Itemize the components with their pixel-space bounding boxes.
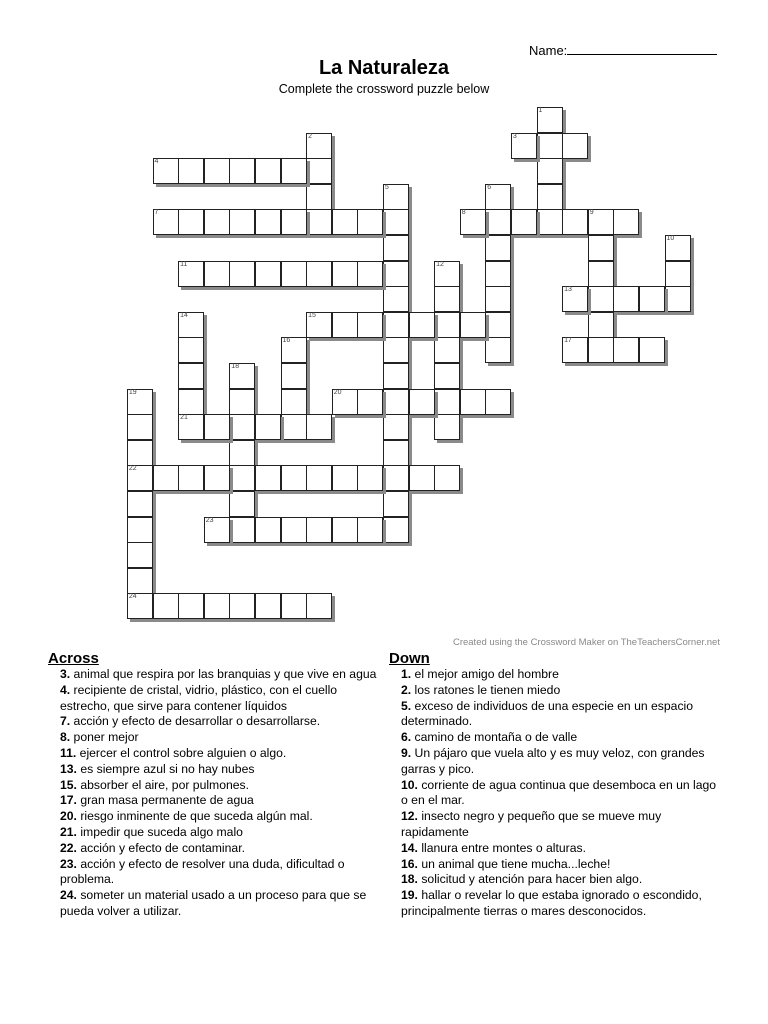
clue-text: recipiente de cristal, vidrio, plástico, con el cuello estrecho, que sirve para contener líquidos xyxy=(60,682,338,713)
clue-number: 21 xyxy=(180,414,188,422)
clue-text: solicitud y atención para hacer bien algo. xyxy=(417,872,643,887)
grid-cell[interactable] xyxy=(639,337,665,363)
clue-text: gran masa permanente de agua xyxy=(76,793,254,808)
grid-cell[interactable] xyxy=(434,389,460,415)
clue-number: 19. xyxy=(401,888,418,903)
grid-cell[interactable] xyxy=(127,440,153,466)
grid-cell[interactable] xyxy=(409,465,435,491)
grid-cell[interactable] xyxy=(485,286,511,312)
grid-cell[interactable] xyxy=(537,107,563,133)
grid-cell[interactable] xyxy=(281,158,307,184)
clue-number: 17. xyxy=(60,793,77,808)
across-clue xyxy=(60,825,378,841)
grid-cell[interactable] xyxy=(409,389,435,415)
grid-cell[interactable] xyxy=(229,389,255,415)
grid-cell[interactable] xyxy=(306,184,332,210)
clue-text: Un pájaro que vuela alto y es muy veloz, con grandes garras y pico. xyxy=(401,745,705,776)
page-subtitle: Complete the crossword puzzle below xyxy=(278,82,490,96)
credit-text: Created using the Crossword Maker on TheTeachersCorner.net xyxy=(452,637,720,648)
across-heading: Across xyxy=(48,650,99,667)
grid-cell[interactable] xyxy=(153,209,179,235)
grid-cell[interactable] xyxy=(383,414,409,440)
clue-text: el mejor amigo del hombre xyxy=(411,667,559,681)
grid-cell[interactable] xyxy=(127,593,153,619)
grid-cell[interactable] xyxy=(665,286,691,312)
grid-cell[interactable] xyxy=(281,209,307,235)
grid-cell[interactable] xyxy=(332,517,358,543)
grid-cell[interactable] xyxy=(127,465,153,491)
down-clue xyxy=(401,809,719,841)
grid-cell[interactable] xyxy=(306,133,332,159)
down-heading: Down xyxy=(389,650,430,667)
grid-cell[interactable] xyxy=(460,389,486,415)
grid-cell[interactable] xyxy=(153,158,179,184)
grid-cell[interactable] xyxy=(409,312,435,338)
grid-cell[interactable] xyxy=(127,389,153,415)
grid-cell[interactable] xyxy=(153,593,179,619)
grid-cell[interactable] xyxy=(281,363,307,389)
grid-cell[interactable] xyxy=(383,517,409,543)
grid-cell[interactable] xyxy=(229,209,255,235)
grid-cell[interactable] xyxy=(332,465,358,491)
across-clue xyxy=(60,778,378,794)
grid-cell[interactable] xyxy=(281,465,307,491)
grid-cell[interactable] xyxy=(306,593,332,619)
grid-cell[interactable] xyxy=(357,209,383,235)
grid-cell[interactable] xyxy=(357,389,383,415)
grid-cell[interactable] xyxy=(357,261,383,287)
clue-text: acción y efecto de resolver una duda, dificultad o problema. xyxy=(60,856,345,887)
grid-cell[interactable] xyxy=(178,593,204,619)
grid-cell[interactable] xyxy=(562,286,588,312)
down-clue xyxy=(401,699,719,731)
across-clues xyxy=(48,650,378,920)
down-clue xyxy=(401,730,719,746)
page-title: La Naturaleza xyxy=(318,57,450,79)
across-clue xyxy=(60,888,378,920)
grid-cell[interactable] xyxy=(229,593,255,619)
grid-cell[interactable] xyxy=(588,312,614,338)
grid-cell[interactable] xyxy=(537,184,563,210)
clue-number: 15 xyxy=(308,311,316,319)
clue-number: 1 xyxy=(538,107,543,114)
grid-cell[interactable] xyxy=(383,465,409,491)
clue-text: camino de montaña o de valle xyxy=(411,730,578,745)
grid-cell[interactable] xyxy=(306,465,332,491)
across-clue xyxy=(60,746,378,762)
grid-cell[interactable] xyxy=(485,337,511,363)
grid-cell[interactable] xyxy=(511,133,537,159)
grid-cell[interactable] xyxy=(255,465,281,491)
down-clue xyxy=(401,888,719,920)
grid-cell[interactable] xyxy=(588,209,614,235)
grid-cell[interactable] xyxy=(255,158,281,184)
grid-cell[interactable] xyxy=(178,158,204,184)
grid-cell[interactable] xyxy=(255,517,281,543)
clue-text: ejercer el control sobre alguien o algo. xyxy=(76,745,287,760)
clue-number: 22. xyxy=(60,840,77,855)
grid-cell[interactable] xyxy=(306,209,332,235)
grid-cell[interactable] xyxy=(332,209,358,235)
clue-number: 7. xyxy=(60,714,71,729)
grid-cell[interactable] xyxy=(665,261,691,287)
across-clue xyxy=(60,857,378,889)
grid-cell[interactable] xyxy=(383,184,409,210)
across-clue xyxy=(60,793,378,809)
clue-number: 14. xyxy=(401,840,418,855)
clue-number: 20 xyxy=(333,388,342,396)
grid-cell[interactable] xyxy=(204,209,230,235)
clue-number: 2. xyxy=(401,682,412,697)
down-clues xyxy=(389,650,719,920)
grid-cell[interactable] xyxy=(562,133,588,159)
clue-number: 15. xyxy=(60,777,77,792)
grid-cell[interactable] xyxy=(229,491,255,517)
grid-cell[interactable] xyxy=(434,363,460,389)
grid-cell[interactable] xyxy=(153,465,179,491)
clue-number: 16 xyxy=(282,337,291,345)
clue-text: impedir que suceda algo malo xyxy=(76,824,243,839)
grid-cell[interactable] xyxy=(485,184,511,210)
grid-cell[interactable] xyxy=(178,465,204,491)
grid-cell[interactable] xyxy=(383,491,409,517)
grid-cell[interactable] xyxy=(383,337,409,363)
grid-cell[interactable] xyxy=(383,389,409,415)
down-clue xyxy=(401,778,719,810)
grid-cell[interactable] xyxy=(588,286,614,312)
clue-number: 23 xyxy=(205,516,214,524)
grid-cell[interactable] xyxy=(434,337,460,363)
grid-cell[interactable] xyxy=(332,389,358,415)
grid-cell[interactable] xyxy=(562,209,588,235)
clue-number: 8. xyxy=(60,730,71,745)
grid-cell[interactable] xyxy=(639,286,665,312)
clue-text: hallar o revelar lo que estaba ignorado o escondido, principalmente tierras o mares desconocidos. xyxy=(401,888,702,918)
grid-cell[interactable] xyxy=(383,209,409,235)
across-clue xyxy=(60,683,378,715)
grid-cell[interactable] xyxy=(281,517,307,543)
clue-text: animal que respira por las branquias y que vive en agua xyxy=(70,667,377,681)
clue-text: insecto negro y pequeño que se mueve muy rapidamente xyxy=(401,809,662,839)
down-clue xyxy=(401,841,719,857)
grid-cell[interactable] xyxy=(229,158,255,184)
grid-cell[interactable] xyxy=(127,542,153,568)
clue-number: 6 xyxy=(487,183,492,191)
clue-number: 3 xyxy=(512,132,517,140)
grid-cell[interactable] xyxy=(357,517,383,543)
clue-number: 19 xyxy=(128,388,137,396)
clue-text: acción y efecto de contaminar. xyxy=(76,840,245,855)
grid-cell[interactable] xyxy=(434,414,460,440)
clue-number: 1. xyxy=(401,667,412,681)
clue-text: exceso de individuos de una especie en un espacio determinado. xyxy=(401,698,694,729)
grid-cell[interactable] xyxy=(434,261,460,287)
clue-number: 18. xyxy=(401,872,418,887)
grid-cell[interactable] xyxy=(613,209,639,235)
grid-cell[interactable] xyxy=(178,261,204,287)
grid-cell[interactable] xyxy=(204,158,230,184)
clue-number: 9. xyxy=(401,745,412,760)
clue-number: 10. xyxy=(401,777,418,792)
clue-number: 5. xyxy=(401,698,412,713)
grid-cell[interactable] xyxy=(383,312,409,338)
grid-cell[interactable] xyxy=(127,517,153,543)
across-clue xyxy=(60,841,378,857)
grid-cell[interactable] xyxy=(562,337,588,363)
grid-cell[interactable] xyxy=(485,312,511,338)
grid-cell[interactable] xyxy=(281,337,307,363)
clue-number: 23. xyxy=(60,856,77,871)
clue-number: 11 xyxy=(180,260,188,268)
grid-cell[interactable] xyxy=(306,312,332,338)
grid-cell[interactable] xyxy=(281,389,307,415)
grid-cell[interactable] xyxy=(383,235,409,261)
clue-text: acción y efecto de desarrollar o desarrollarse. xyxy=(70,714,321,729)
grid-cell[interactable] xyxy=(204,593,230,619)
clue-number: 21. xyxy=(60,824,77,839)
grid-cell[interactable] xyxy=(613,286,639,312)
grid-cell[interactable] xyxy=(485,209,511,235)
grid-cell[interactable] xyxy=(537,158,563,184)
grid-cell[interactable] xyxy=(665,235,691,261)
clue-text: poner mejor xyxy=(70,730,139,745)
grid-cell[interactable] xyxy=(178,209,204,235)
grid-cell[interactable] xyxy=(357,312,383,338)
grid-cell[interactable] xyxy=(306,158,332,184)
down-clue xyxy=(401,857,719,873)
grid-cell[interactable] xyxy=(255,209,281,235)
clue-number: 9 xyxy=(589,209,594,217)
grid-cell[interactable] xyxy=(127,568,153,594)
grid-cell[interactable] xyxy=(332,312,358,338)
clue-text: riesgo inminente de que suceda algún mal. xyxy=(76,809,313,824)
grid-cell[interactable] xyxy=(255,414,281,440)
grid-cell[interactable] xyxy=(588,261,614,287)
grid-cell[interactable] xyxy=(306,261,332,287)
clue-text: corriente de agua continua que desemboca en un lago o en el mar. xyxy=(401,777,717,808)
grid-cell[interactable] xyxy=(613,337,639,363)
down-clue-list xyxy=(389,667,719,920)
grid-cell[interactable] xyxy=(281,593,307,619)
clue-number: 3. xyxy=(60,667,71,681)
grid-cell[interactable] xyxy=(229,414,255,440)
down-clue xyxy=(401,746,719,778)
grid-cell[interactable] xyxy=(460,312,486,338)
grid-cell[interactable] xyxy=(357,465,383,491)
grid-cell[interactable] xyxy=(204,261,230,287)
grid-cell[interactable] xyxy=(178,337,204,363)
grid-cell[interactable] xyxy=(306,517,332,543)
grid-cell[interactable] xyxy=(383,440,409,466)
grid-cell[interactable] xyxy=(281,261,307,287)
grid-cell[interactable] xyxy=(255,261,281,287)
across-clue xyxy=(60,730,378,746)
grid-cell[interactable] xyxy=(588,337,614,363)
grid-cell[interactable] xyxy=(204,465,230,491)
grid-cell[interactable] xyxy=(511,209,537,235)
clue-number: 16. xyxy=(401,856,418,871)
grid-cell[interactable] xyxy=(204,517,230,543)
clue-number: 4 xyxy=(154,158,159,166)
clue-number: 12 xyxy=(436,260,444,268)
grid-cell[interactable] xyxy=(383,363,409,389)
clue-number: 6. xyxy=(401,730,412,745)
across-clue xyxy=(60,714,378,730)
down-clue xyxy=(401,683,719,699)
down-clue xyxy=(401,872,719,888)
grid-cell[interactable] xyxy=(434,465,460,491)
grid-cell[interactable] xyxy=(229,465,255,491)
clue-number: 10 xyxy=(666,235,675,242)
grid-cell[interactable] xyxy=(229,363,255,389)
clue-number: 14 xyxy=(180,311,188,319)
grid-cell[interactable] xyxy=(178,312,204,338)
grid-cell[interactable] xyxy=(255,593,281,619)
clue-number: 20. xyxy=(60,809,77,824)
grid-cell[interactable] xyxy=(460,209,486,235)
grid-cell[interactable] xyxy=(434,312,460,338)
across-clue xyxy=(60,809,378,825)
grid-cell[interactable] xyxy=(127,491,153,517)
clue-number: 7 xyxy=(154,209,159,217)
clue-number: 5 xyxy=(384,183,389,191)
across-clue-list xyxy=(48,667,378,920)
grid-cell[interactable] xyxy=(332,261,358,287)
grid-cell[interactable] xyxy=(229,261,255,287)
clue-text: absorber el aire, por pulmones. xyxy=(76,777,250,792)
clue-number: 13. xyxy=(60,761,77,776)
grid-cell[interactable] xyxy=(178,363,204,389)
across-clue xyxy=(60,762,378,778)
clue-number: 18 xyxy=(231,363,240,370)
grid-cell[interactable] xyxy=(383,286,409,312)
grid-cell[interactable] xyxy=(383,261,409,287)
clue-text: llanura entre montes o alturas. xyxy=(417,840,586,855)
grid-cell[interactable] xyxy=(178,414,204,440)
clue-number: 12. xyxy=(401,809,418,824)
grid-cell[interactable] xyxy=(127,414,153,440)
clue-number: 24. xyxy=(60,888,77,903)
grid-cell[interactable] xyxy=(281,414,307,440)
grid-cell[interactable] xyxy=(204,414,230,440)
clue-number: 24 xyxy=(128,593,137,601)
down-clue xyxy=(401,667,719,683)
across-clue xyxy=(60,667,378,683)
clue-number: 4. xyxy=(60,682,71,697)
grid-cell[interactable] xyxy=(537,133,563,159)
grid-cell[interactable] xyxy=(588,235,614,261)
grid-cell[interactable] xyxy=(485,389,511,415)
clue-text: someter un material usado a un proceso para que se pueda volver a utilizar. xyxy=(60,888,367,918)
grid-cell[interactable] xyxy=(178,389,204,415)
clue-text: un animal que tiene mucha...leche! xyxy=(417,856,611,871)
grid-cell[interactable] xyxy=(306,414,332,440)
grid-cell[interactable] xyxy=(485,235,511,261)
grid-cell[interactable] xyxy=(537,209,563,235)
name-label: Name: xyxy=(529,43,568,58)
clue-number: 13 xyxy=(564,286,572,294)
clue-number: 8 xyxy=(461,209,466,217)
clue-number: 11. xyxy=(60,745,77,760)
grid-cell[interactable] xyxy=(229,440,255,466)
grid-cell[interactable] xyxy=(434,286,460,312)
clue-text: los ratones le tienen miedo xyxy=(411,682,561,697)
clue-number: 22 xyxy=(128,465,137,473)
grid-cell[interactable] xyxy=(485,261,511,287)
clue-number: 2 xyxy=(308,132,312,140)
clue-text: es siempre azul si no hay nubes xyxy=(76,761,255,776)
grid-cell[interactable] xyxy=(229,517,255,543)
clue-number: 17 xyxy=(564,337,572,345)
